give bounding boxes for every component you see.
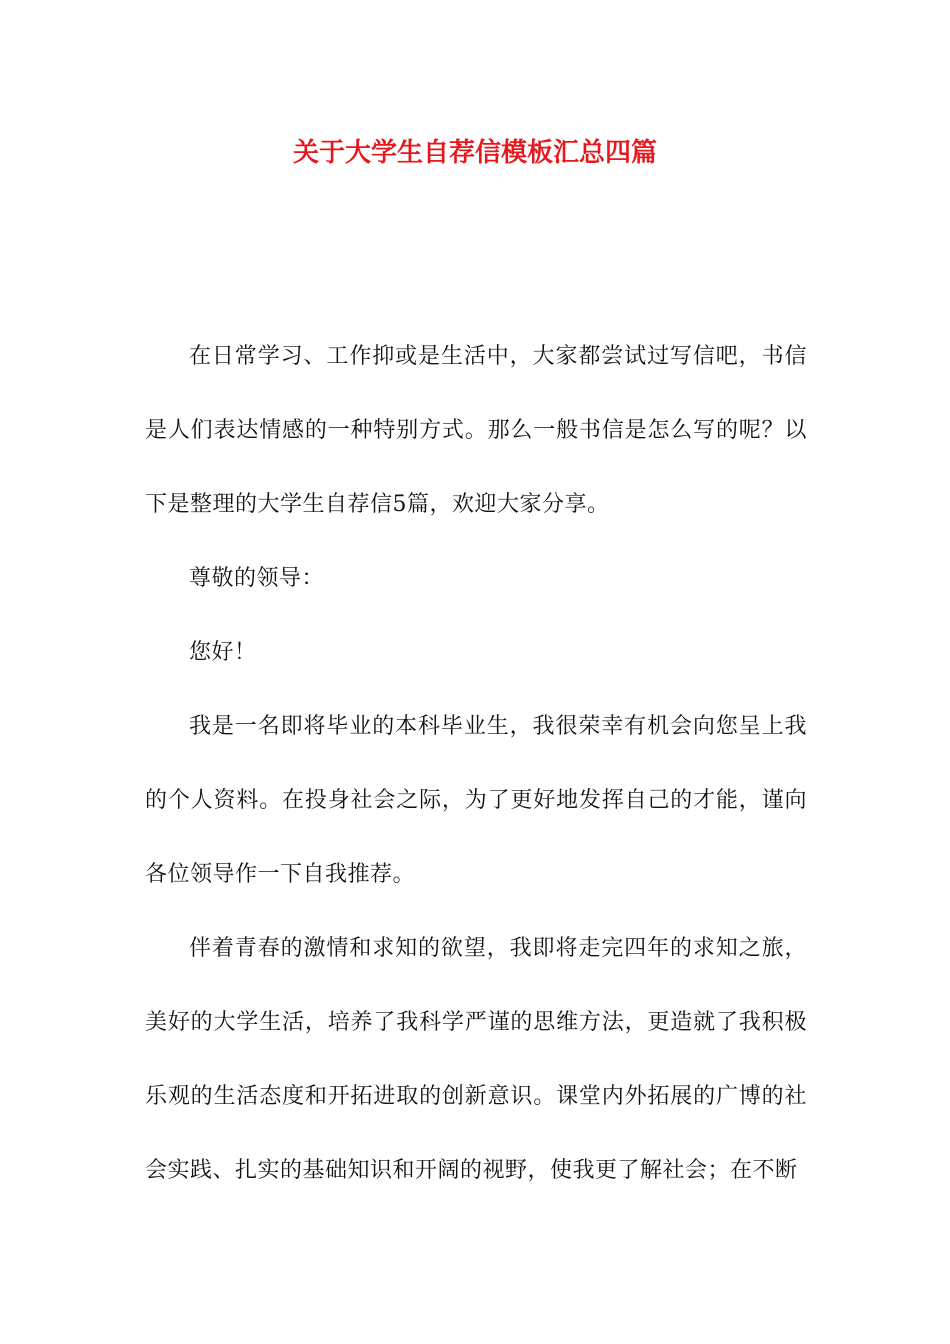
document-body [145, 320, 807, 1208]
self-introduction-paragraph: 我是一名即将毕业的本科毕业生，我很荣幸有机会向您呈上我的个人资料。在投身社会之际，为了更好地发挥自己的才能，谨向各位领导作一下自我推荐。 [145, 714, 807, 887]
intro-paragraph: 在日常学习、工作抑或是生活中，大家都尝试过写信吧，书信是人们表达情感的一种特别方式。那么一般书信是怎么写的呢？以下是整理的大学生自荐信5篇，欢迎大家分享。 [145, 344, 807, 517]
document-title: 关于大学生自荐信模板汇总四篇 [292, 138, 657, 168]
greeting: 您好！ [189, 640, 257, 665]
salutation: 尊敬的领导： [189, 566, 325, 591]
university-life-paragraph: 伴着青春的激情和求知的欲望，我即将走完四年的求知之旅，美好的大学生活，培养了我科学严谨的思维方法，更造就了我积极乐观的生活态度和开拓进取的创新意识。课堂内外拓展的广博的社会实践、扎实的基础知识和开阔的视野，使我更了解社会；在不断 [145, 936, 807, 1183]
